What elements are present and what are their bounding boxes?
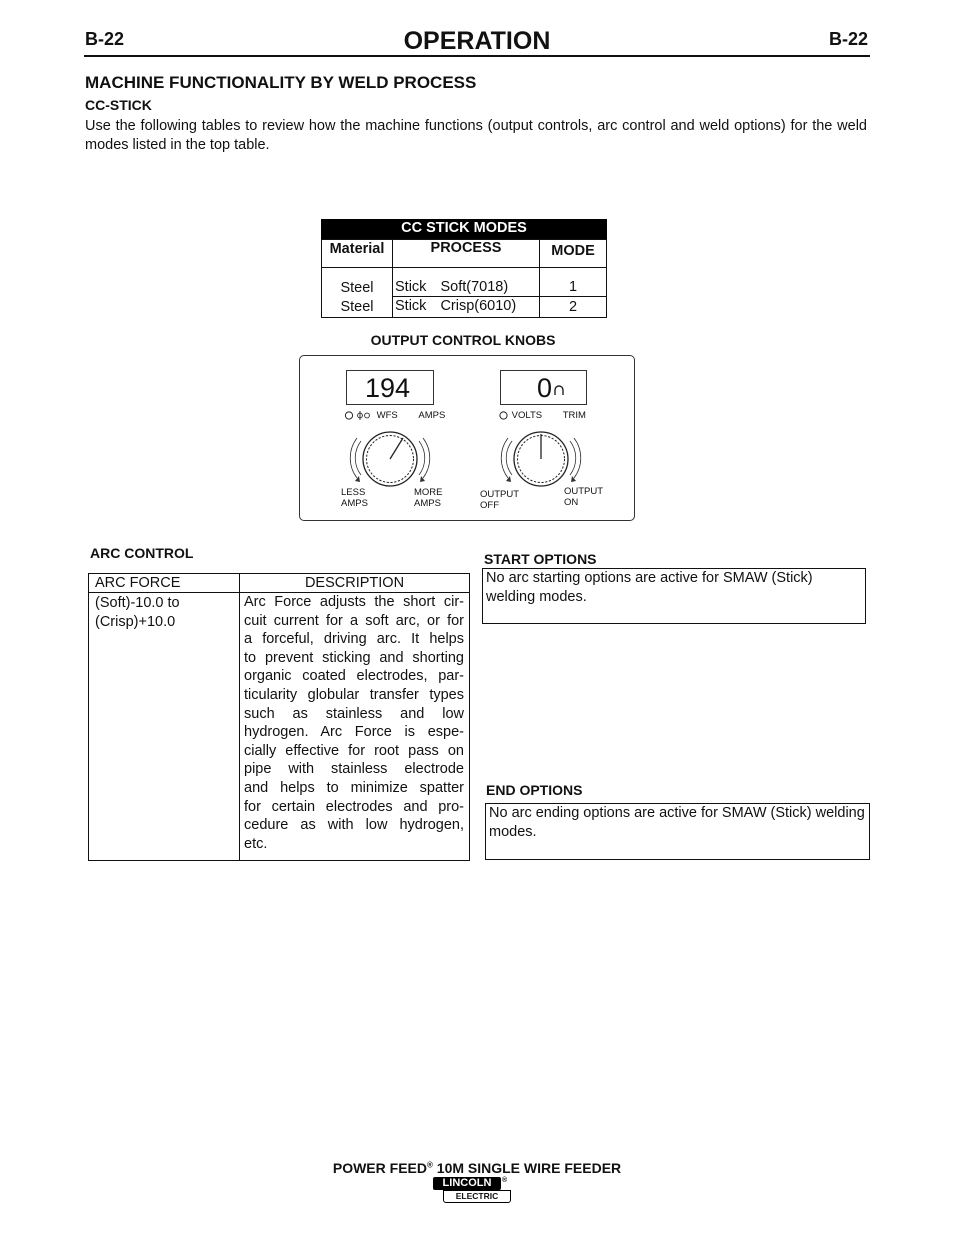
header-rule	[84, 55, 870, 57]
mode-process-name: Soft(7018)	[440, 279, 509, 295]
trim-label: TRIM	[562, 410, 586, 422]
arc-description-lines	[244, 593, 464, 853]
arc-range-line: (Soft)-10.0 to	[95, 595, 180, 611]
modes-header-process: PROCESS	[393, 240, 540, 268]
mode-process-type: Stick	[395, 298, 427, 314]
arc-header-description: DESCRIPTION	[240, 574, 470, 593]
end-options-title: END OPTIONS	[486, 782, 583, 798]
arc-description-line: etc.	[244, 835, 268, 852]
section-heading: MACHINE FUNCTIONALITY BY WELD PROCESS	[85, 73, 477, 92]
wfs-label: WFS	[376, 410, 398, 422]
mode-number: 2	[540, 297, 607, 318]
more-amps-line2: AMPS	[414, 498, 441, 509]
mode-material: Steel	[322, 268, 393, 297]
arc-header-force: ARC FORCE	[89, 574, 240, 593]
logo-bottom: ELECTRIC	[443, 1190, 511, 1203]
intro-paragraph: Use the following tables to review how the machine functions (output controls, arc control and weld options) for the weld modes listed in the top table.	[85, 118, 867, 153]
output-on-line2: ON	[564, 497, 579, 508]
less-amps-line2: AMPS	[341, 498, 368, 509]
arc-description-line: for certain electrodes and pro-	[244, 798, 464, 815]
modes-header-material: Material	[322, 240, 393, 268]
arc-force-description	[240, 593, 470, 861]
arc-description-line: organic coated electrodes, par-	[244, 668, 464, 685]
table-row	[322, 268, 607, 297]
arc-description-line: cially effective for root pass on	[244, 742, 464, 759]
arc-force-range	[89, 593, 240, 861]
less-amps-line1: LESS	[341, 487, 366, 498]
arc-description-line: a forceful, driving arc. It helps	[244, 631, 464, 648]
page-number-right: B-22	[828, 29, 868, 49]
footer-product	[0, 1160, 954, 1176]
section-subheading: CC-STICK	[85, 97, 152, 113]
arc-description-line: such as stainless and low	[244, 705, 464, 722]
mode-process	[393, 268, 540, 297]
mode-number: 1	[540, 268, 607, 297]
output-off-label	[480, 489, 519, 511]
more-amps-line1: MORE	[414, 487, 443, 498]
arc-range-line: (Crisp)+10.0	[95, 613, 176, 630]
more-amps-label	[414, 487, 443, 509]
modes-header-mode: MODE	[540, 240, 607, 268]
indicator-led-icon	[498, 410, 509, 421]
less-amps-label	[341, 487, 368, 509]
arc-description-line: to prevent sticking and shorting	[244, 649, 464, 666]
logo-top: LINCOLN	[433, 1177, 501, 1190]
output-on-label	[564, 486, 603, 508]
arc-description-line: Arc Force adjusts the short cir-	[244, 594, 464, 610]
indicator-led-icon	[344, 410, 374, 421]
table-row	[322, 297, 607, 318]
arc-description-line: cuit current for a soft arc, or for	[244, 612, 464, 629]
footer-product-rest: 10M SINGLE WIRE FEEDER	[432, 1160, 622, 1176]
output-on-line1: OUTPUT	[564, 486, 604, 497]
table-row	[89, 593, 470, 861]
output-control-panel	[299, 355, 635, 521]
mode-process	[393, 297, 540, 318]
logo-registered-icon: ®	[502, 1177, 508, 1184]
output-trim-knob[interactable]	[496, 426, 586, 490]
mode-process-type: Stick	[395, 279, 427, 295]
output-knobs-title: OUTPUT CONTROL KNOBS	[370, 332, 556, 348]
right-indicator-row	[498, 410, 608, 421]
registered-mark: ®	[426, 1160, 433, 1170]
arc-description-line: cedure as with low hydrogen,	[244, 817, 464, 834]
end-options-box: No arc ending options are active for SMAW (Stick) welding modes.	[485, 803, 870, 860]
footer-product-name: POWER FEED	[332, 1160, 427, 1176]
wfs-amps-display: 194	[346, 370, 434, 405]
arc-description-line: ticularity globular transfer types	[244, 686, 464, 703]
left-indicator-row	[344, 410, 454, 421]
page-number-left: B-22	[85, 29, 125, 49]
output-off-line2: OFF	[480, 500, 499, 511]
mode-material: Steel	[322, 297, 393, 318]
arc-symbol-icon	[553, 383, 565, 397]
modes-table	[321, 219, 607, 318]
start-options-box: No arc starting options are active for SMAW (Stick) welding modes.	[482, 568, 866, 624]
amps-label: AMPS	[418, 410, 446, 422]
arc-description-line: and helps to minimize spatter	[244, 779, 464, 796]
start-options-title: START OPTIONS	[484, 551, 597, 567]
arc-control-title: ARC CONTROL	[90, 545, 194, 561]
page-title: OPERATION	[403, 27, 551, 55]
lincoln-electric-logo	[433, 1177, 513, 1204]
output-off-line1: OUTPUT	[480, 489, 520, 500]
wfs-amps-knob[interactable]	[345, 426, 435, 490]
volts-label: VOLTS	[511, 410, 543, 422]
arc-description-line: pipe with stainless electrode	[244, 761, 464, 778]
modes-table-title: CC STICK MODES	[321, 219, 607, 239]
arc-control-table	[88, 573, 470, 861]
arc-description-line: hydrogen. Arc Force is espe-	[244, 724, 464, 741]
volts-trim-display	[500, 370, 587, 405]
volts-trim-value: 0	[537, 373, 553, 403]
mode-process-name: Crisp(6010)	[440, 298, 517, 314]
